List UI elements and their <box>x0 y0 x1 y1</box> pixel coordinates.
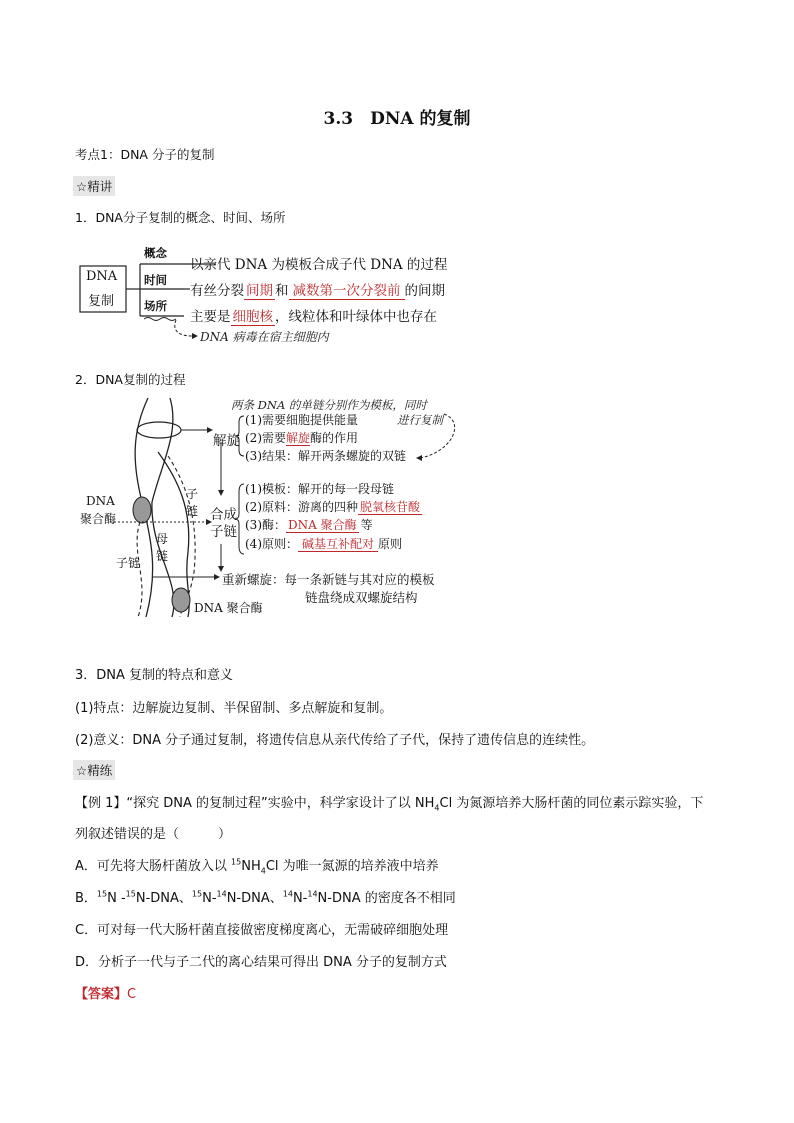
unwind-item-1: (1)需要细胞提供能量 <box>245 413 358 427</box>
synth-item-3-a: (3)酶： <box>245 518 286 532</box>
synth-item-2 <box>245 498 422 515</box>
point-heading: 考点1：DNA 分子的复制 <box>75 147 215 162</box>
unwind-item-2-b: 酶的作用 <box>310 431 359 445</box>
label-polymerase-bottom: DNA 聚合酶 <box>194 601 263 615</box>
blank-polymerase: DNA 聚合酶 <box>288 518 357 532</box>
synth-item-3 <box>245 516 373 533</box>
place-text-b: ，线粒体和叶绿体中也存在 <box>275 309 437 325</box>
section-2-heading: 2．DNA复制的过程 <box>75 372 186 387</box>
label-synth-1: 合成 <box>210 507 237 523</box>
synth-item-4 <box>245 535 402 552</box>
label-concept: 概念 <box>144 246 167 260</box>
answer-label: 【答案】 <box>75 987 128 1002</box>
label-daughter-top-1: 子 <box>186 487 199 501</box>
unwind-item-2 <box>245 429 358 446</box>
label-place: 场所 <box>144 299 167 313</box>
blank-nucleus: 细胞核 <box>232 309 273 325</box>
option-b-text-f: N- <box>292 891 308 906</box>
time-text-c: 的间期 <box>404 283 445 299</box>
place-text <box>190 305 437 325</box>
rewind-text-1: 重新螺旋：每一条新链与其对应的模板 <box>222 572 435 587</box>
option-d[interactable]: D．分析子一代与子二代的离心结果可得出 DNA 分子的复制方式 <box>75 955 447 970</box>
blank-base-pairing: 碱基互补配对 <box>298 537 378 552</box>
synth-item-4-a: (4)原则： <box>245 537 298 551</box>
example-text-a: “探究 DNA 的复制过程”实验中，科学家设计了以 NH <box>126 796 435 811</box>
label-mother-1: 母 <box>156 532 169 546</box>
example-sub: 4 <box>434 803 440 813</box>
option-b-sup-1: 15 <box>96 889 108 899</box>
option-b-text-c: N-DNA、 <box>135 891 192 906</box>
blank-meiosis: 减数第一次分裂前 <box>289 283 405 300</box>
option-b-text-g: N-DNA 的密度各不相同 <box>317 891 456 906</box>
option-a-sup: 15 <box>231 857 242 867</box>
time-text-b: 和 <box>275 283 289 299</box>
label-unwind: 解旋 <box>213 433 240 449</box>
example-1-stem <box>75 792 703 813</box>
place-text-a: 主要是 <box>190 309 231 325</box>
unwind-item-2-a: (2)需要 <box>245 431 286 445</box>
option-b-sup-6: 14 <box>307 889 318 899</box>
synth-item-3-b: 等 <box>360 518 373 532</box>
label-daughter-top-2: 链 <box>186 504 199 518</box>
option-b-text-a: B． <box>75 891 97 906</box>
box-label-dna: DNA <box>86 269 118 284</box>
label-daughter-left: 子链 <box>116 556 141 570</box>
example-label: 【例 1】 <box>75 796 127 811</box>
time-text <box>190 279 445 299</box>
label-mother-2: 链 <box>156 549 169 563</box>
meaning-text: (2)意义：DNA 分子通过复制，将遗传信息从亲代传给了子代，保持了遗传信息的连续性。 <box>75 733 595 748</box>
synth-item-1: (1)模板：解开的每一段母链 <box>245 482 394 496</box>
label-polymerase-left-1: DNA <box>86 494 115 508</box>
answer-value: C <box>127 987 137 1002</box>
option-a-sub: 4 <box>260 866 266 876</box>
option-b-text-b: N - <box>107 891 126 906</box>
box-label-copy: 复制 <box>88 294 115 309</box>
page-title: 3.3 DNA 的复制 <box>323 109 471 129</box>
section-badge-jingjiang: ☆精讲 <box>73 176 115 196</box>
label-polymerase-left-2: 聚合酶 <box>80 512 117 526</box>
option-b-sup-4: 14 <box>216 889 227 899</box>
virus-note: DNA 病毒在宿主细胞内 <box>200 330 329 344</box>
answer-line <box>75 983 136 1002</box>
option-b-sup-5: 14 <box>282 889 293 899</box>
option-a-text-a: A．可先将大肠杆菌放入以 <box>75 859 232 874</box>
option-a[interactable] <box>75 855 439 876</box>
note-template-bottom: 进行复制 <box>397 413 443 427</box>
blank-nucleotides: 脱氧核苷酸 <box>360 500 421 514</box>
option-c[interactable]: C．可对每一代大肠杆菌直接做密度梯度离心，无需破碎细胞处理 <box>75 923 449 938</box>
option-b-sup-2: 15 <box>125 889 136 899</box>
unwind-item-3: (3)结果：解开两条螺旋的双链 <box>245 449 406 463</box>
time-text-a: 有丝分裂 <box>190 283 244 299</box>
label-time: 时间 <box>144 273 167 287</box>
feature-text: (1)特点：边解旋边复制、半保留制、多点解旋和复制。 <box>75 701 393 716</box>
concept-text: 以亲代 DNA 为模板合成子代 DNA 的过程 <box>190 257 448 273</box>
option-b-sup-3: 15 <box>191 889 203 899</box>
synth-item-2-a: (2)原料：游离的四种 <box>245 500 358 514</box>
section-1-heading: 1．DNA分子复制的概念、时间、场所 <box>75 210 286 225</box>
option-b[interactable] <box>75 887 456 906</box>
option-b-text-e: N-DNA、 <box>226 891 283 906</box>
section-badge-jinglian: ☆精练 <box>73 760 115 780</box>
section-3-heading: 3．DNA 复制的特点和意义 <box>75 668 234 683</box>
example-text-b: Cl 为氮源培养大肠杆菌的同位素示踪实验，下 <box>439 796 704 811</box>
diagram-replication-process <box>80 392 480 622</box>
option-a-text-c: Cl 为唯一氮源的培养液中培养 <box>265 859 439 874</box>
label-synth-2: 子链 <box>210 524 237 540</box>
synth-item-4-b: 原则 <box>378 537 403 551</box>
option-b-text-d: N- <box>202 891 217 906</box>
note-template-top: 两条 DNA 的单链分别作为模板，同时 <box>231 398 427 412</box>
example-1-stem-line2: 列叙述错误的是（ ） <box>75 827 232 842</box>
option-a-text-b: NH <box>241 859 261 874</box>
blank-helicase: 解旋 <box>286 431 311 445</box>
blank-interphase: 间期 <box>246 283 273 299</box>
rewind-text-2: 链盘绕成双螺旋结构 <box>305 590 418 605</box>
diagram-replication-concept <box>74 242 494 347</box>
